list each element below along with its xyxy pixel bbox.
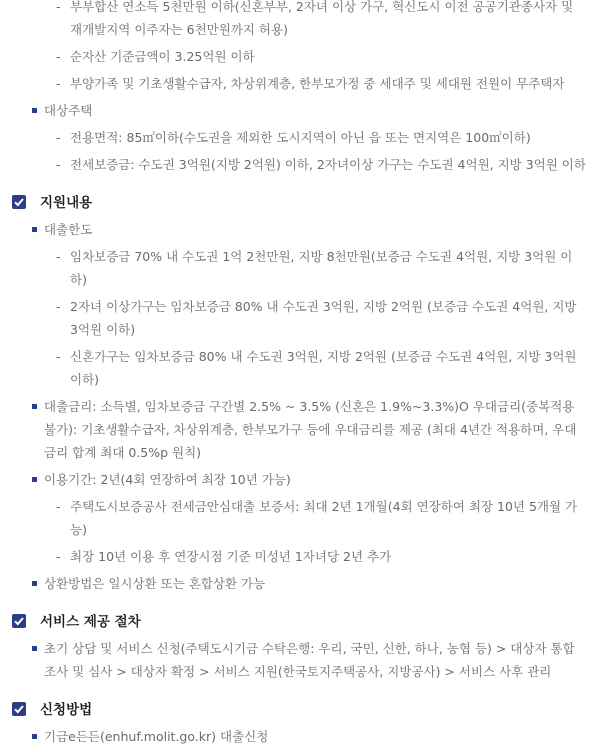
- repay-text: 상환방법은 일시상환 또는 혼합상환 가능: [44, 576, 266, 591]
- rate-bullet: [0, 395, 600, 464]
- limit-label: 대출한도: [44, 222, 93, 237]
- deposit-text: 전세보증금: 수도권 3억원(지방 2억원) 이하, 2자녀이상 가구는 수도권 4억원, 지방 3억원 이하: [70, 157, 586, 172]
- dash-marker: -: [56, 299, 61, 314]
- limit-text: 신혼가구는 임차보증금 80% 내 수도권 3억원, 지방 2억원 (보증금 수도권 4억원, 지방 3억원 이하): [70, 349, 577, 387]
- bullet-square-icon: [32, 227, 37, 232]
- section-apply: [0, 697, 600, 723]
- limit-text: 2자녀 이상가구는 임차보증금 80% 내 수도권 3억원, 지방 2억원 (보증금 수도권 4억원, 지방 3억원 이하): [70, 299, 577, 337]
- area-item: [0, 126, 600, 149]
- bullet-square-icon: [32, 734, 37, 739]
- limit-item: [0, 245, 600, 291]
- income-limit-item: [0, 0, 600, 41]
- section-support: [0, 190, 600, 216]
- checkbox-icon: [12, 195, 26, 209]
- limit-item: [0, 295, 600, 341]
- procedure-bullet: [0, 637, 600, 683]
- net-asset-item: [0, 45, 600, 68]
- section-title: 지원내용: [40, 195, 93, 211]
- checkbox-icon: [12, 702, 26, 716]
- period-bullet: [0, 468, 600, 491]
- apply-link[interactable]: 기금e든든(enhuf.molit.go.kr) 대출신청: [44, 729, 269, 744]
- period-item: [0, 545, 600, 568]
- dash-marker: -: [56, 130, 61, 145]
- dash-marker: -: [56, 157, 61, 172]
- apply-bullet: [0, 725, 600, 748]
- period-item-text: 주택도시보증공사 전세금안심대출 보증서: 최대 2년 1개월(4회 연장하여 최장 10년 5개월 가능): [70, 499, 578, 537]
- housing-label: 대상주택: [44, 103, 93, 118]
- bullet-square-icon: [32, 581, 37, 586]
- homeless-text: 부양가족 및 기초생활수급자, 차상위계층, 한부모가정 중 세대주 및 세대원 전원이 무주택자: [70, 76, 565, 91]
- housing-bullet: [0, 99, 600, 122]
- checkbox-icon: [12, 614, 26, 628]
- homeless-item: [0, 72, 600, 95]
- area-text: 전용면적: 85㎡이하(수도권을 제외한 도시지역이 아닌 읍 또는 면지역은 100㎡이하): [70, 130, 531, 145]
- period-item-text: 최장 10년 이용 후 연장시점 기준 미성년 1자녀당 2년 추가: [70, 549, 392, 564]
- income-limit-text: 부부합산 연소득 5천만원 이하(신혼부부, 2자녀 이상 가구, 혁신도시 이전 공공기관종사자 및 재개발지역 이주자는 6천만원까지 허용): [70, 0, 574, 37]
- dash-marker: -: [56, 549, 61, 564]
- limit-item: [0, 345, 600, 391]
- limit-text: 임차보증금 70% 내 수도권 1억 2천만원, 지방 8천만원(보증금 수도권 4억원, 지방 3억원 이하): [70, 249, 573, 287]
- dash-marker: -: [56, 0, 61, 14]
- limit-bullet: [0, 218, 600, 241]
- bullet-square-icon: [32, 108, 37, 113]
- dash-marker: -: [56, 249, 61, 264]
- bullet-square-icon: [32, 646, 37, 651]
- period-item: [0, 495, 600, 541]
- rate-text: 대출금리: 소득별, 임차보증금 구간별 2.5% ~ 3.5% (신혼은 1.9%~3.3%)O 우대금리(중복적용 불가): 기초생활수급자, 차상위계층, 한부모가구 등에 우대금리를 제공 (최대 4년간 적용하며, 우대금리 합계 최대 0.5%p 원칙): [44, 399, 577, 460]
- dash-marker: -: [56, 49, 61, 64]
- dash-marker: -: [56, 76, 61, 91]
- period-text: 이용기간: 2년(4회 연장하여 최장 10년 가능): [44, 472, 291, 487]
- dash-marker: -: [56, 349, 61, 364]
- dash-marker: -: [56, 499, 61, 514]
- procedure-text: 초기 상담 및 서비스 신청(주택도시기금 수탁은행: 우리, 국민, 신한, 하나, 농협 등) > 대상자 통합조사 및 심사 > 대상자 확정 > 서비스 지원(한국토지주택공사, 지방공사) > 서비스 사후 관리: [44, 641, 575, 679]
- deposit-item: [0, 153, 600, 176]
- net-asset-text: 순자산 기준금액이 3.25억원 이하: [70, 49, 255, 64]
- section-title: 신청방법: [40, 702, 93, 718]
- repay-bullet: [0, 572, 600, 595]
- section-title: 서비스 제공 절차: [40, 614, 141, 630]
- section-procedure: [0, 609, 600, 635]
- bullet-square-icon: [32, 477, 37, 482]
- bullet-square-icon: [32, 404, 37, 409]
